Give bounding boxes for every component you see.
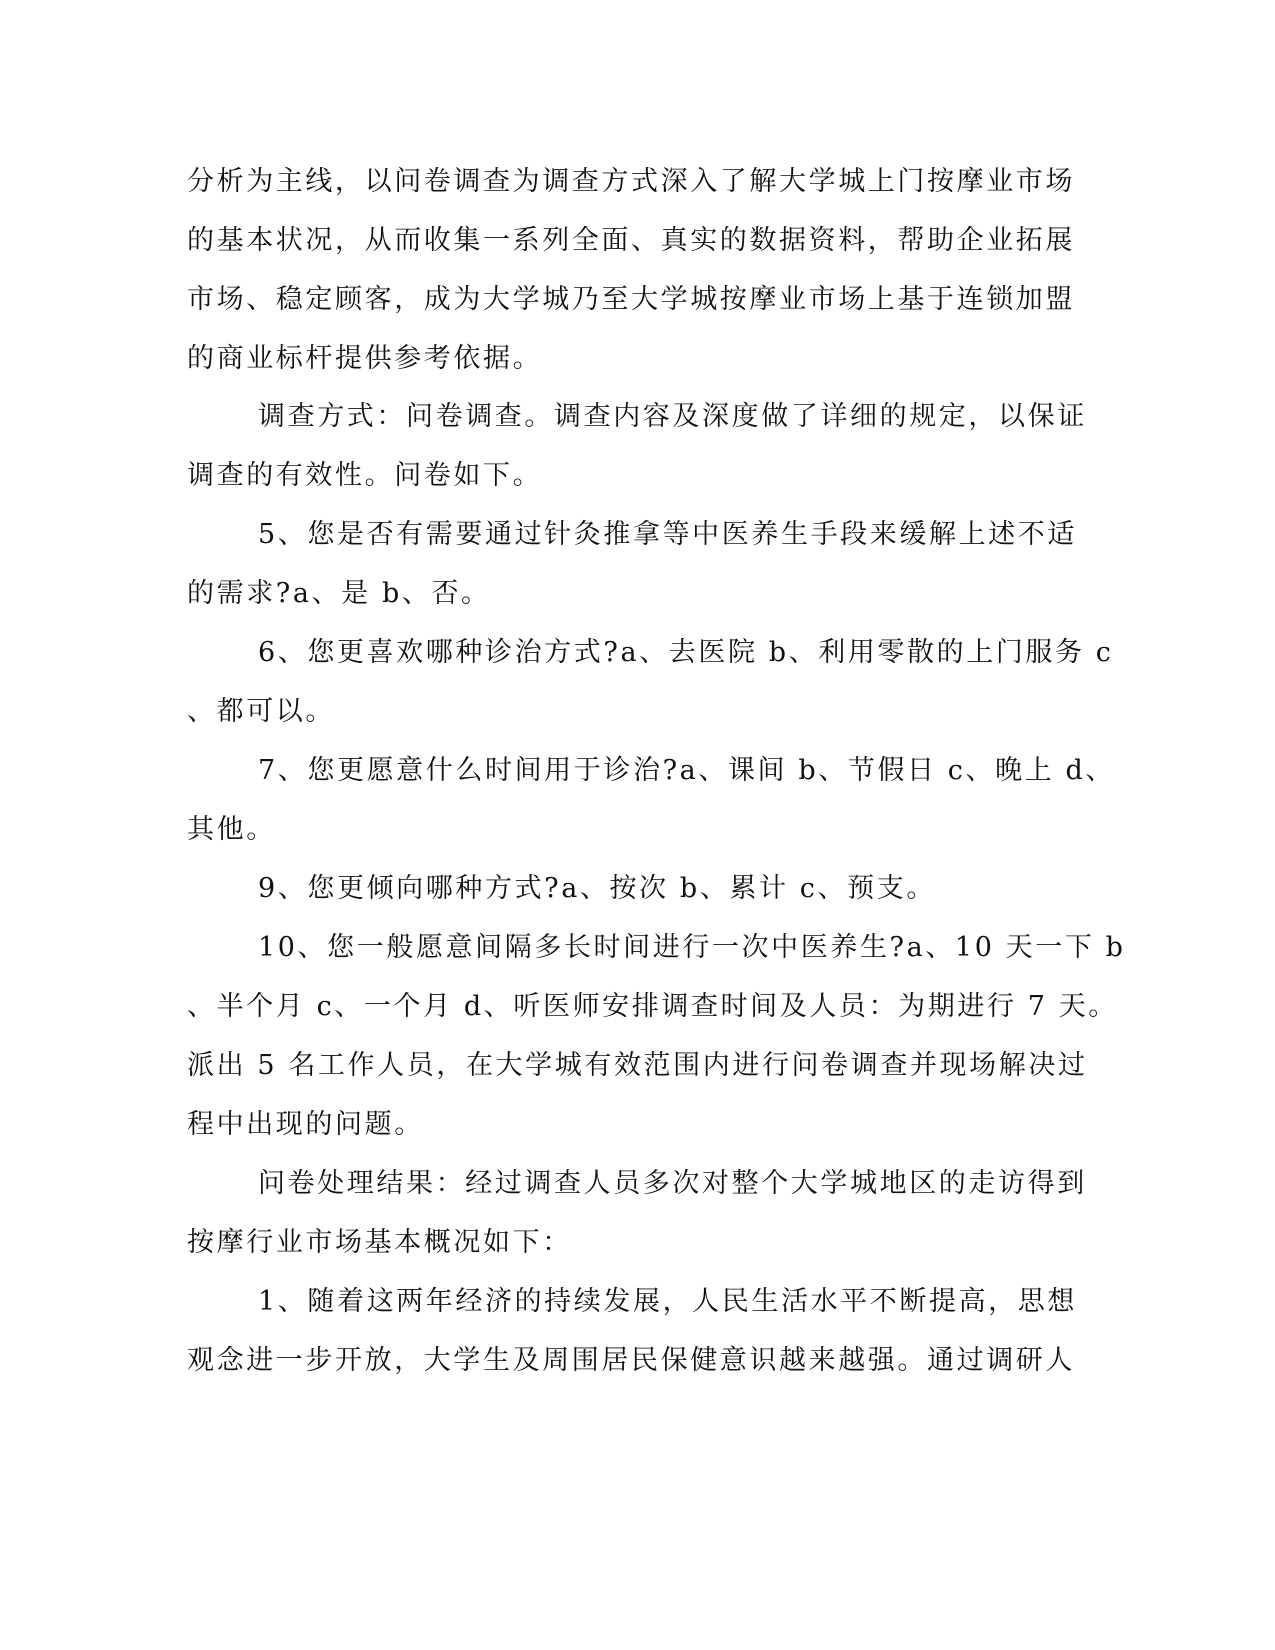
text-line-9: 6、您更喜欢哪种诊治方式?a、去医院 b、利用零散的上门服务 c xyxy=(258,637,1114,668)
text-line-3: 市场、稳定顾客，成为大学城乃至大学城按摩业市场上基于连锁加盟 xyxy=(187,284,1075,315)
text-line-7: 5、您是否有需要通过针灸推拿等中医养生手段来缓解上述不适 xyxy=(258,519,1077,550)
text-line-10: 、都可以。 xyxy=(187,696,335,727)
text-line-14: 10、您一般愿意间隔多长时间进行一次中医养生?a、10 天一下 b xyxy=(258,932,1126,963)
text-line-13: 9、您更倾向哪种方式?a、按次 b、累计 c、预支。 xyxy=(258,873,936,904)
text-line-4: 的商业标杆提供参考依据。 xyxy=(187,343,543,374)
text-line-16: 派出 5 名工作人员，在大学城有效范围内进行问卷调查并现场解决过 xyxy=(187,1050,1088,1081)
text-line-8: 的需求?a、是 b、否。 xyxy=(187,578,491,609)
text-line-6: 调查的有效性。问卷如下。 xyxy=(187,460,543,491)
text-line-1: 分析为主线，以问卷调查为调查方式深入了解大学城上门按摩业市场 xyxy=(187,166,1075,197)
text-line-21: 观念进一步开放，大学生及周围居民保健意识越来越强。通过调研人 xyxy=(187,1345,1075,1376)
text-line-12: 其他。 xyxy=(187,814,276,845)
text-line-17: 程中出现的问题。 xyxy=(187,1109,424,1140)
text-line-15: 、半个月 c、一个月 d、听医师安排调查时间及人员：为期进行 7 天。 xyxy=(187,991,1118,1022)
text-line-11: 7、您更愿意什么时间用于诊治?a、课间 b、节假日 c、晚上 d、 xyxy=(258,755,1115,786)
text-line-2: 的基本状况，从而收集一系列全面、真实的数据资料，帮助企业拓展 xyxy=(187,225,1075,256)
text-line-5: 调查方式：问卷调查。调查内容及深度做了详细的规定，以保证 xyxy=(258,401,1087,432)
text-line-18: 问卷处理结果：经过调查人员多次对整个大学城地区的走访得到 xyxy=(258,1168,1087,1199)
text-line-19: 按摩行业市场基本概况如下： xyxy=(187,1227,572,1258)
text-line-20: 1、随着这两年经济的持续发展，人民生活水平不断提高，思想 xyxy=(258,1286,1077,1317)
